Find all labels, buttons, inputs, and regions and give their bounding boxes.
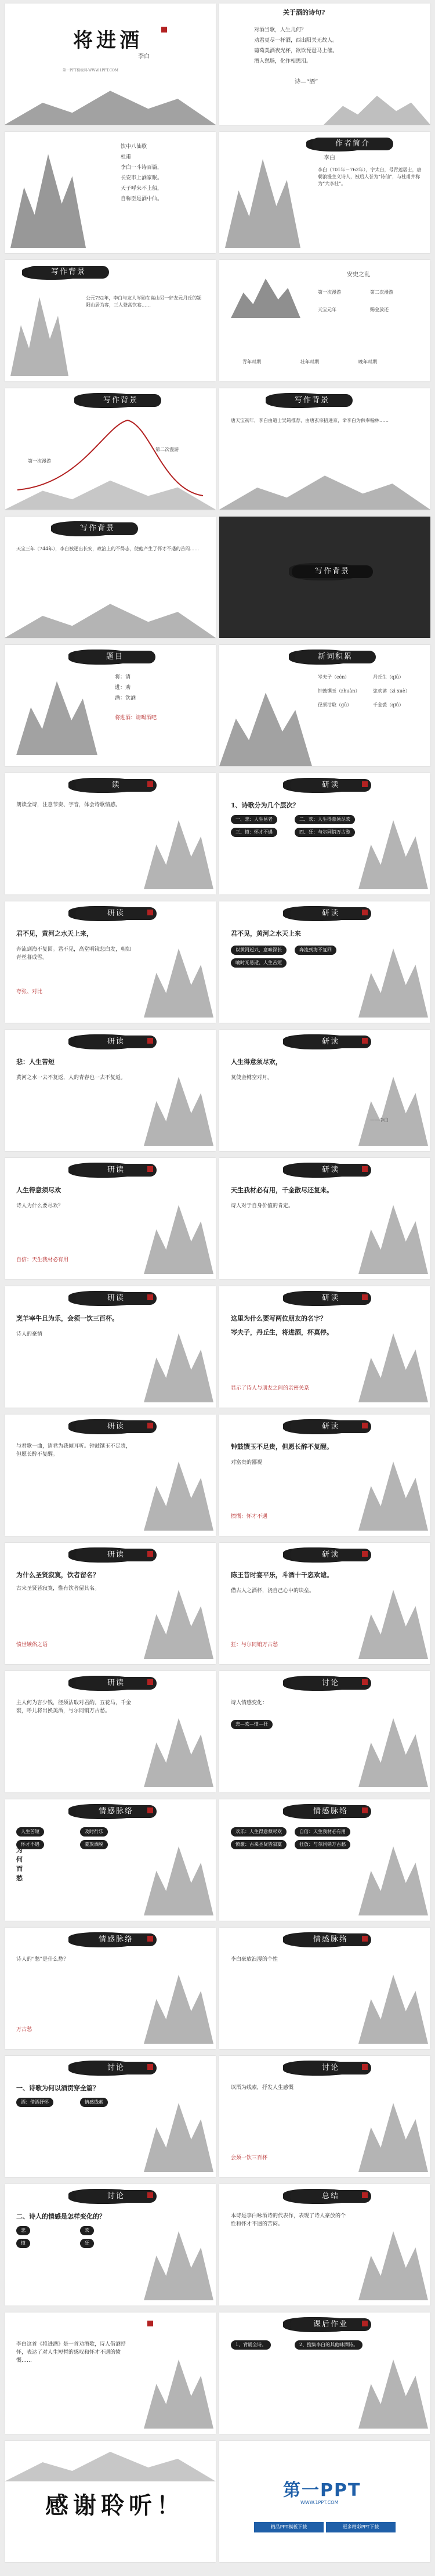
content-pill: 二、欢：人生得意须尽欢 xyxy=(295,815,355,824)
red-seal-icon xyxy=(362,781,368,787)
ink-figure xyxy=(225,143,300,248)
content-pill: 自信：天生我材必有用 xyxy=(295,1827,350,1837)
slide-banner: 读 xyxy=(75,779,157,792)
slide-text: 诗人的豪情 xyxy=(16,1332,43,1337)
slide-question: 1、诗歌分为几个层次？ xyxy=(231,802,299,809)
slide-banner: 研读 xyxy=(75,1677,157,1690)
slide-6[interactable] xyxy=(219,260,430,381)
ink-bamboo xyxy=(358,1449,428,1531)
slide-35[interactable] xyxy=(5,2184,216,2306)
slide-2[interactable] xyxy=(219,3,430,125)
slide-text: 主人何为言少钱，径须沽取对君酌。五花马，千金裘，呼儿将出换美酒，与尔同销万古愁。 xyxy=(16,1700,132,1714)
ink-bamboo xyxy=(358,1962,428,2044)
slide-question: 二、诗人的情感是怎样变化的？ xyxy=(16,2213,106,2220)
content-pill: 酒：借酒抒怀 xyxy=(16,2098,53,2107)
red-seal-icon xyxy=(147,910,153,915)
new-word: 千金裘（qiú） xyxy=(373,702,404,708)
slide-text: 以酒为线索，抒发人生感慨 xyxy=(231,2085,294,2091)
red-seal-icon xyxy=(147,2321,153,2326)
ink-bamboo xyxy=(144,1065,213,1146)
red-seal-icon xyxy=(147,2192,153,2198)
bg-text: 公元752年，李白与友人岑勋在嵩山另一好友元丹丘的颍阳山居为客，三人登高饮宴…… xyxy=(86,295,202,308)
slide-text: 对富贵的鄙视 xyxy=(231,1460,263,1466)
content-pill: 情感线索 xyxy=(80,2098,108,2107)
ink-bamboo xyxy=(358,936,428,1018)
slide-34[interactable] xyxy=(219,2056,430,2177)
slide-banner: 研读 xyxy=(290,779,371,792)
meaning-line: 将：请 xyxy=(115,674,131,680)
slide-banner: 讨论 xyxy=(290,1677,371,1690)
poem-line: 劝君更尽一杯酒，西出阳关无故人。 xyxy=(254,38,338,44)
slide-banner: 研读 xyxy=(290,1549,371,1561)
ink-lotus xyxy=(16,668,97,755)
slide-39[interactable] xyxy=(5,2441,216,2562)
slide-banner: 讨论 xyxy=(75,2190,157,2203)
ink-bamboo xyxy=(358,808,428,889)
slide-33[interactable] xyxy=(5,2056,216,2177)
red-seal-icon xyxy=(362,1679,368,1685)
ink-bamboo xyxy=(144,2347,213,2429)
slide-banner: 研读 xyxy=(290,1164,371,1177)
content-pill: 2、搜集李白的其他咏酒诗。 xyxy=(295,2340,362,2350)
content-pill: 人生苦短 xyxy=(16,1827,44,1837)
slide-20[interactable] xyxy=(219,1158,430,1279)
content-pill: 三、愤：怀才不遇 xyxy=(231,828,277,837)
slide-21[interactable] xyxy=(5,1286,216,1408)
content-pill: 悲 xyxy=(16,2226,30,2235)
ink-bamboo xyxy=(144,2091,213,2172)
red-seal-icon xyxy=(147,1038,153,1044)
content-pill: 豪放洒脱 xyxy=(80,1840,108,1849)
ink-bamboo xyxy=(144,936,213,1018)
meaning-line: 进：劝 xyxy=(115,685,131,691)
slide-banner: 研读 xyxy=(290,1036,371,1048)
ink-bamboo xyxy=(358,2347,428,2429)
slide-question: 一、诗歌为何以酒贯穿全篇？ xyxy=(16,2084,99,2092)
slide-1[interactable] xyxy=(5,3,216,125)
slide-banner: 情感脉络 xyxy=(290,1805,371,1818)
slide-19[interactable] xyxy=(5,1158,216,1279)
red-seal-icon xyxy=(362,1807,368,1813)
poem-line: 杜甫 xyxy=(121,154,132,160)
ink-bamboo xyxy=(144,808,213,889)
slide-22[interactable] xyxy=(219,1286,430,1408)
poem-line: 自称臣是酒中仙。 xyxy=(121,196,163,202)
red-seal-icon xyxy=(147,1807,153,1813)
slide-title: 人生得意须尽欢 xyxy=(16,1186,61,1194)
slide-banner: 研读 xyxy=(290,1292,371,1305)
slide-26[interactable] xyxy=(219,1543,430,1664)
red-seal-icon xyxy=(147,1294,153,1300)
ink-figure xyxy=(10,138,86,248)
slide-banner: 情感脉络 xyxy=(75,1933,157,1946)
poem-line: 长安市上酒家眠。 xyxy=(121,175,163,181)
slide-banner: 总结 xyxy=(290,2190,371,2203)
slide-3[interactable] xyxy=(5,132,216,253)
red-seal-icon xyxy=(147,2064,153,2070)
new-word: 丹丘生（qiū） xyxy=(373,674,404,680)
red-seal-icon xyxy=(362,1294,368,1300)
red-seal-icon xyxy=(147,1423,153,1428)
slide-answer: 万古愁 xyxy=(16,2027,32,2033)
arc-label: 赐金放还 xyxy=(370,307,389,312)
ink-bamboo xyxy=(144,1193,213,1274)
author-name: 李白 xyxy=(324,155,335,161)
content-pill: 怀才不遇 xyxy=(16,1840,44,1849)
content-pill: 欢乐：人生得意须尽欢 xyxy=(231,1827,287,1837)
ink-bamboo xyxy=(358,1578,428,1659)
slide-banner: 研读 xyxy=(75,1292,157,1305)
ink-bamboo xyxy=(144,1706,213,1787)
meaning-sub: 将进酒：请喝酒吧 xyxy=(115,715,157,721)
slide-text: 朗读全诗，注意节奏、字音，体会诗歌情感。 xyxy=(16,802,121,808)
ink-mountains xyxy=(324,91,430,125)
slide-text: 与君歌一曲，请君为我倾耳听。钟鼓馔玉不足贵，但愿长醉不复醒。 xyxy=(16,1444,132,1457)
ink-bamboo xyxy=(358,1065,428,1146)
thanks-text: 感谢聆听！ xyxy=(45,2492,184,2519)
new-word: 恣欢谑（zì xuè） xyxy=(373,688,410,694)
slide-14[interactable] xyxy=(219,773,430,894)
red-seal-icon xyxy=(362,1551,368,1557)
content-pill: 奔流到海不复回 xyxy=(295,946,336,955)
slide-30[interactable] xyxy=(219,1799,430,1921)
red-seal-icon xyxy=(147,1166,153,1172)
slide-4[interactable] xyxy=(219,132,430,253)
slide-banner: 题目 xyxy=(74,651,155,663)
content-pill: 悲—欢—愤—狂 xyxy=(231,1720,273,1729)
slide-12[interactable] xyxy=(219,645,430,766)
red-seal-icon xyxy=(362,1936,368,1942)
cover-footer: 第一PPT模板网-WWW.1PPT.COM xyxy=(63,68,119,73)
content-pill: 喻时光易逝、人生苦短 xyxy=(231,958,287,968)
slide-text: 古来圣贤皆寂寞，惟有饮者留其名。 xyxy=(16,1586,100,1592)
slide-text: 诗人的“愁”是什么愁？ xyxy=(16,1957,69,1962)
arc-point: 壮年时期 xyxy=(300,359,319,365)
slide-answer: 愤慨：怀才不遇 xyxy=(231,1514,268,1520)
slide-answer: 显示了诗人与朋友之间的亲密关系 xyxy=(231,1386,310,1391)
ink-bamboo xyxy=(358,1321,428,1402)
red-seal-icon xyxy=(362,2192,368,2198)
arc-label: 天宝元年 xyxy=(318,307,336,312)
ink-mountains xyxy=(219,470,430,510)
slide-28[interactable] xyxy=(219,1671,430,1792)
slide-answer: 愤世嫉俗之语 xyxy=(16,1642,48,1648)
slide-answer: 狂：与尔同销万古愁 xyxy=(231,1642,278,1648)
slide-9[interactable] xyxy=(5,517,216,638)
slide-18[interactable] xyxy=(219,1030,430,1151)
slide-banner: 写作背景 xyxy=(57,522,138,535)
slide-text: 诗人情感变化： xyxy=(231,1700,268,1706)
ink-bamboo xyxy=(144,1578,213,1659)
slide-31[interactable] xyxy=(5,1928,216,2049)
slide-16[interactable] xyxy=(219,901,430,1023)
arc-label: 第一次漫游 xyxy=(318,290,341,295)
slide-banner: 课后作业 xyxy=(290,2318,371,2331)
ink-bamboo xyxy=(358,1193,428,1274)
ink-mountains xyxy=(5,85,216,125)
ink-mountains xyxy=(5,2447,216,2481)
slide-text: 莫使金樽空对月。 xyxy=(231,1075,273,1081)
slide-question: 为什么圣贤寂寞，饮者留名？ xyxy=(16,1571,99,1579)
ppt-logo: 第一PPT xyxy=(283,2480,361,2501)
ink-bamboo xyxy=(144,1962,213,2044)
slide-text: 黄河之水一去不复返，人的青春也一去不复返。 xyxy=(16,1075,126,1081)
slide-banner: 写作背景 xyxy=(292,565,373,578)
slide-29[interactable] xyxy=(5,1799,216,1921)
ink-bamboo xyxy=(358,1834,428,1915)
slide-24[interactable] xyxy=(219,1415,430,1536)
slide-question: 这里为什么要写两位朋友的名字？ xyxy=(231,1315,327,1322)
red-seal-icon xyxy=(362,1038,368,1044)
slide-15[interactable] xyxy=(5,901,216,1023)
slide-32[interactable] xyxy=(219,1928,430,2049)
slide-side: 为何而愁 xyxy=(16,1846,23,1882)
meaning-line: 酒：饮酒 xyxy=(115,695,136,701)
bg-text: 天宝三年（744年），李白被逐出长安，政治上的不得志，使他产生了怀才不遇的苦闷…… xyxy=(16,546,200,551)
poem-line: 酒入愁肠，化作相思泪。 xyxy=(254,59,312,64)
slide-title: 钟鼓馔玉不足贵，但愿长醉不复醒。 xyxy=(231,1443,333,1451)
curve-label: 第二次漫游 xyxy=(155,447,179,452)
ink-mountain xyxy=(231,272,300,318)
arc-point: 晚年时期 xyxy=(358,359,377,365)
slide-title: 岑夫子，丹丘生，将进酒，杯莫停。 xyxy=(231,1329,333,1336)
new-word: 钟鼓馔玉（zhuàn） xyxy=(318,688,360,694)
slide-38[interactable] xyxy=(219,2312,430,2434)
slide-banner: 研读 xyxy=(75,907,157,920)
ppt-sub: WWW.1PPT.COM xyxy=(300,2500,339,2505)
slide-37[interactable] xyxy=(5,2312,216,2434)
red-seal-icon xyxy=(362,2064,368,2070)
slide-banner: 研读 xyxy=(75,1549,157,1561)
slide-banner: 研读 xyxy=(75,1036,157,1048)
red-seal-icon xyxy=(362,2321,368,2326)
slide-title: 悲：人生苦短 xyxy=(16,1058,55,1066)
slide-banner: 讨论 xyxy=(290,2062,371,2074)
slide-banner: 作者简介 xyxy=(312,138,393,150)
slide-text: 本诗是李白咏酒诗的代表作，表现了诗人豪放的个性和怀才不遇的苦闷。 xyxy=(231,2213,346,2227)
slide-title: 君不见，黄河之水天上来 xyxy=(231,930,301,937)
poem-line: 李白一斗诗百篇， xyxy=(121,165,163,171)
arc-label: 第二次漫游 xyxy=(370,290,393,295)
slide-5[interactable] xyxy=(5,260,216,381)
slide-banner: 写作背景 xyxy=(80,394,161,407)
slide-text: 诗人对于自身价值的肯定。 xyxy=(231,1203,294,1209)
red-seal-icon xyxy=(147,1936,153,1942)
poem-line: 天子呼来不上船， xyxy=(121,186,163,192)
ink-bamboo xyxy=(144,1449,213,1531)
content-pill: 愤激：古来圣贤皆寂寞 xyxy=(231,1840,287,1849)
slide-8[interactable] xyxy=(219,388,430,510)
new-word: 岑夫子（cén） xyxy=(318,674,350,680)
ink-mountains xyxy=(5,475,216,510)
slide-25[interactable] xyxy=(5,1543,216,1664)
slide-36[interactable] xyxy=(219,2184,430,2306)
slide-banner: 写作背景 xyxy=(271,394,353,407)
content-pill: 狂 xyxy=(80,2239,94,2248)
poem-line: 对酒当歌，人生几何？ xyxy=(254,27,307,33)
slide-banner: 研读 xyxy=(75,1164,157,1177)
slide-7[interactable] xyxy=(5,388,216,510)
bg-text: 唐天宝初年，李白由道士吴筠推荐，由唐玄宗招进京，命李白为供奉翰林…… xyxy=(231,418,389,423)
slide-text: 诗人为什么要尽欢？ xyxy=(16,1203,64,1209)
slide-answer: 自信：天生我材必有用 xyxy=(16,1257,69,1263)
slide-title: 烹羊宰牛且为乐，会须一饮三百杯。 xyxy=(16,1315,118,1322)
ink-figure xyxy=(10,283,68,376)
slide-answer: 会须一饮三百杯 xyxy=(231,2155,268,2161)
red-seal-icon xyxy=(147,1679,153,1685)
slide-banner: 研读 xyxy=(290,1420,371,1433)
ink-bamboo xyxy=(144,1834,213,1915)
slide-title: 人生得意须尽欢， xyxy=(231,1058,282,1066)
ink-bamboo xyxy=(358,2219,428,2300)
content-pill: 及时行乐 xyxy=(80,1827,108,1837)
arc-title: 安史之乱 xyxy=(347,272,370,278)
slide-text: 奔流到海不复回。君不见，高堂明镜悲白发，朝如青丝暮成雪。 xyxy=(16,947,132,961)
slide-13[interactable] xyxy=(5,773,216,894)
ink-bamboo xyxy=(358,1706,428,1787)
slide-text: 李白豪放浪漫的个性 xyxy=(231,1957,278,1962)
slide-text: 借古人之酒杯，浇自己心中的块垒。 xyxy=(231,1588,315,1594)
ink-bamboo xyxy=(358,2091,428,2172)
red-seal-icon xyxy=(362,910,368,915)
red-seal-icon xyxy=(362,1166,368,1172)
ink-bamboo xyxy=(144,2219,213,2300)
poem-line: 饮中八仙歌 xyxy=(121,144,147,150)
ppt-bar-right[interactable]: 更多精彩PPT下载 xyxy=(326,2522,396,2532)
slide-27[interactable] xyxy=(5,1671,216,1792)
content-pill: 愤 xyxy=(16,2239,30,2248)
slide-17[interactable] xyxy=(5,1030,216,1151)
slide-title: 天生我材必有用，千金散尽还复来。 xyxy=(231,1186,333,1194)
slide-banner: 新词积累 xyxy=(295,651,376,663)
content-pill: 欢 xyxy=(80,2226,94,2235)
ink-bamboo xyxy=(144,1321,213,1402)
cover-author: 李白 xyxy=(138,53,150,60)
ink-mountains xyxy=(219,680,312,766)
slide-banner: 写作背景 xyxy=(28,266,109,279)
content-pill: 四、狂：与尔同销万古愁 xyxy=(295,828,355,837)
content-pill: 一、悲：人生易老 xyxy=(231,815,277,824)
new-word: 径须沽取（gū） xyxy=(318,702,352,708)
ink-mountains xyxy=(5,598,216,638)
slide-banner: 研读 xyxy=(75,1420,157,1433)
question-heading: 关于酒的诗句? xyxy=(283,9,325,16)
slide-40[interactable] xyxy=(219,2441,430,2562)
slide-banner: 情感脉络 xyxy=(75,1805,157,1818)
content-pill: 1、背诵全诗。 xyxy=(231,2340,271,2350)
curve-label: 第一次漫游 xyxy=(28,459,51,464)
content-pill: 以黄河起兴，意味深长 xyxy=(231,946,287,955)
content-pill: 狂放：与尔同销万古愁 xyxy=(295,1840,350,1849)
poem-line: 葡萄美酒夜光杯，欲饮琵琶马上催。 xyxy=(254,48,338,54)
red-seal-icon xyxy=(362,1423,368,1428)
slide-23[interactable] xyxy=(5,1415,216,1536)
question-answer: 诗—“酒” xyxy=(295,79,318,85)
ppt-bar-left[interactable]: 精品PPT模板下载 xyxy=(254,2522,324,2532)
slide-title: 陈王昔时宴平乐，斗酒十千恣欢谑。 xyxy=(231,1571,333,1579)
slide-text: 李白这首《将进酒》是一首劝酒歌，诗人借酒抒怀，表达了对人生短暂的感叹和怀才不遇的愤慨…… xyxy=(16,2342,126,2364)
slide-10[interactable] xyxy=(219,517,430,638)
slide-title: 君不见，黄河之水天上来， xyxy=(16,930,93,937)
arc-point: 青年时期 xyxy=(242,359,261,365)
cover-title: 将进酒 xyxy=(73,29,143,52)
slide-banner: 讨论 xyxy=(75,2062,157,2074)
slide-11[interactable] xyxy=(5,645,216,766)
red-seal-icon xyxy=(147,1551,153,1557)
red-seal-icon xyxy=(147,781,153,787)
slide-banner: 情感脉络 xyxy=(290,1933,371,1946)
author-text: 李白（701年－762年），字太白，号青莲居士，唐朝浪漫主义诗人，被后人誉为“诗仙”，与杜甫并称为“大李杜”。 xyxy=(318,167,422,186)
slide-note: 夸张、对比 xyxy=(16,989,43,995)
slide-banner: 研读 xyxy=(290,907,371,920)
red-seal-icon xyxy=(161,27,167,33)
